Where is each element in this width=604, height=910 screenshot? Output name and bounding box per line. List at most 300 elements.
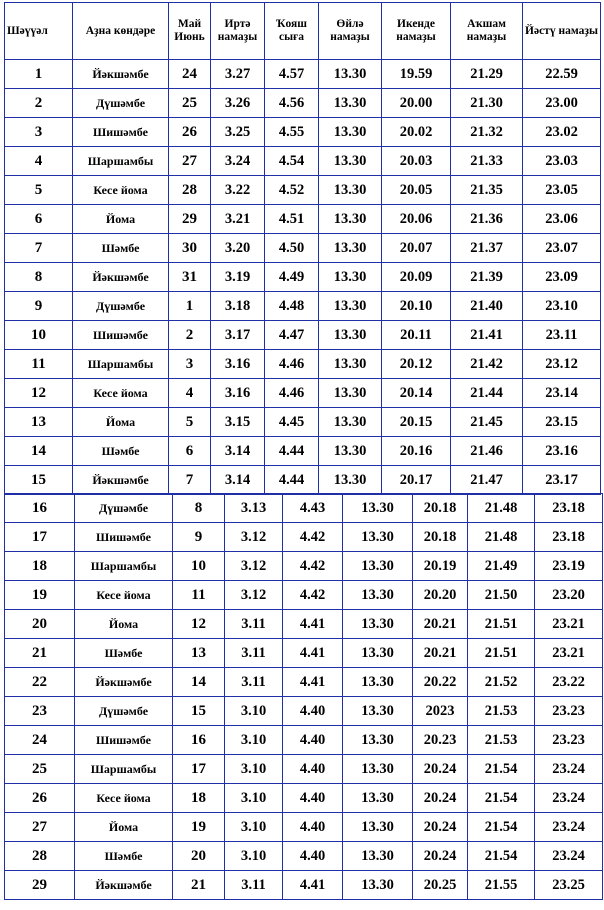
calendar-date-cell: 4 — [169, 379, 211, 408]
ikende-time-cell: 20.21 — [413, 610, 468, 639]
header-day: Аҙна көндәре — [73, 3, 169, 60]
header-num: Шәүүәл — [5, 3, 73, 60]
weekday-cell: Кесе йома — [75, 581, 173, 610]
irte-time-cell: 3.11 — [225, 639, 283, 668]
oyle-time-cell: 13.30 — [343, 813, 413, 842]
ikende-time-cell: 2023 — [413, 697, 468, 726]
irte-time-cell: 3.24 — [211, 147, 265, 176]
day-number-cell: 26 — [5, 784, 75, 813]
day-number-cell: 28 — [5, 842, 75, 871]
koyash-time-cell: 4.56 — [265, 89, 319, 118]
calendar-date-cell: 19 — [173, 813, 225, 842]
table-row — [5, 437, 601, 466]
day-number-cell: 9 — [5, 292, 73, 321]
day-number-cell: 3 — [5, 118, 73, 147]
calendar-date-cell: 11 — [173, 581, 225, 610]
irte-time-cell: 3.14 — [211, 466, 265, 495]
aksham-time-cell: 21.54 — [468, 755, 535, 784]
yastu-time-cell: 23.03 — [523, 147, 601, 176]
weekday-cell: Йома — [75, 813, 173, 842]
yastu-time-cell: 23.14 — [523, 379, 601, 408]
oyle-time-cell: 13.30 — [319, 263, 382, 292]
aksham-time-cell: 21.46 — [451, 437, 523, 466]
calendar-date-cell: 21 — [173, 871, 225, 900]
aksham-time-cell: 21.32 — [451, 118, 523, 147]
ikende-time-cell: 20.11 — [382, 321, 451, 350]
weekday-cell: Йома — [73, 408, 169, 437]
koyash-time-cell: 4.40 — [283, 842, 343, 871]
table-row — [5, 523, 603, 552]
koyash-time-cell: 4.46 — [265, 379, 319, 408]
header-koyash: Ҡояш сыға — [265, 3, 319, 60]
irte-time-cell: 3.10 — [225, 813, 283, 842]
day-number-cell: 6 — [5, 205, 73, 234]
prayer-table-bottom — [4, 493, 603, 900]
table-row — [5, 205, 601, 234]
irte-time-cell: 3.16 — [211, 350, 265, 379]
day-number-cell: 13 — [5, 408, 73, 437]
day-number-cell: 1 — [5, 60, 73, 89]
irte-time-cell: 3.11 — [225, 668, 283, 697]
oyle-time-cell: 13.30 — [319, 205, 382, 234]
table-row — [5, 842, 603, 871]
koyash-time-cell: 4.47 — [265, 321, 319, 350]
calendar-date-cell: 3 — [169, 350, 211, 379]
ikende-time-cell: 20.07 — [382, 234, 451, 263]
koyash-time-cell: 4.40 — [283, 813, 343, 842]
table-row — [5, 871, 603, 900]
oyle-time-cell: 13.30 — [343, 726, 413, 755]
irte-time-cell: 3.27 — [211, 60, 265, 89]
oyle-time-cell: 13.30 — [319, 89, 382, 118]
irte-time-cell: 3.19 — [211, 263, 265, 292]
yastu-time-cell: 23.18 — [535, 523, 603, 552]
table-row — [5, 639, 603, 668]
koyash-time-cell: 4.40 — [283, 697, 343, 726]
aksham-time-cell: 21.48 — [468, 523, 535, 552]
weekday-cell: Йәкшәмбе — [73, 60, 169, 89]
calendar-date-cell: 9 — [173, 523, 225, 552]
weekday-cell: Шәмбе — [73, 234, 169, 263]
weekday-cell: Йома — [73, 205, 169, 234]
day-number-cell: 24 — [5, 726, 75, 755]
aksham-time-cell: 21.37 — [451, 234, 523, 263]
yastu-time-cell: 23.06 — [523, 205, 601, 234]
table-row — [5, 813, 603, 842]
calendar-date-cell: 28 — [169, 176, 211, 205]
weekday-cell: Шаршамбы — [75, 755, 173, 784]
irte-time-cell: 3.10 — [225, 784, 283, 813]
ikende-time-cell: 20.05 — [382, 176, 451, 205]
yastu-time-cell: 23.15 — [523, 408, 601, 437]
calendar-date-cell: 12 — [173, 610, 225, 639]
aksham-time-cell: 21.54 — [468, 842, 535, 871]
ikende-time-cell: 20.00 — [382, 89, 451, 118]
header-irte: Иртә намаҙы — [211, 3, 265, 60]
day-number-cell: 5 — [5, 176, 73, 205]
aksham-time-cell: 21.51 — [468, 639, 535, 668]
aksham-time-cell: 21.50 — [468, 581, 535, 610]
ikende-time-cell: 20.02 — [382, 118, 451, 147]
koyash-time-cell: 4.45 — [265, 408, 319, 437]
koyash-time-cell: 4.41 — [283, 871, 343, 900]
day-number-cell: 16 — [5, 494, 75, 523]
aksham-time-cell: 21.55 — [468, 871, 535, 900]
table-row — [5, 466, 601, 495]
table-row — [5, 784, 603, 813]
yastu-time-cell: 23.24 — [535, 842, 603, 871]
aksham-time-cell: 21.47 — [451, 466, 523, 495]
koyash-time-cell: 4.40 — [283, 726, 343, 755]
table-row — [5, 118, 601, 147]
day-number-cell: 14 — [5, 437, 73, 466]
ikende-time-cell: 20.03 — [382, 147, 451, 176]
koyash-time-cell: 4.43 — [283, 494, 343, 523]
irte-time-cell: 3.18 — [211, 292, 265, 321]
table-row — [5, 552, 603, 581]
table-row — [5, 350, 601, 379]
table-row — [5, 494, 603, 523]
day-number-cell: 29 — [5, 871, 75, 900]
calendar-date-cell: 5 — [169, 408, 211, 437]
aksham-time-cell: 21.30 — [451, 89, 523, 118]
irte-time-cell: 3.13 — [225, 494, 283, 523]
calendar-date-cell: 1 — [169, 292, 211, 321]
yastu-time-cell: 23.24 — [535, 784, 603, 813]
oyle-time-cell: 13.30 — [319, 437, 382, 466]
koyash-time-cell: 4.51 — [265, 205, 319, 234]
yastu-time-cell: 23.05 — [523, 176, 601, 205]
yastu-time-cell: 23.11 — [523, 321, 601, 350]
oyle-time-cell: 13.30 — [343, 494, 413, 523]
aksham-time-cell: 21.52 — [468, 668, 535, 697]
aksham-time-cell: 21.54 — [468, 813, 535, 842]
yastu-time-cell: 23.00 — [523, 89, 601, 118]
header-row — [5, 3, 601, 60]
irte-time-cell: 3.11 — [225, 610, 283, 639]
weekday-cell: Дүшәмбе — [73, 292, 169, 321]
oyle-time-cell: 13.30 — [319, 60, 382, 89]
calendar-date-cell: 13 — [173, 639, 225, 668]
weekday-cell: Шәмбе — [75, 842, 173, 871]
ikende-time-cell: 20.20 — [413, 581, 468, 610]
oyle-time-cell: 13.30 — [343, 755, 413, 784]
table-row — [5, 292, 601, 321]
irte-time-cell: 3.21 — [211, 205, 265, 234]
calendar-date-cell: 15 — [173, 697, 225, 726]
day-number-cell: 11 — [5, 350, 73, 379]
day-number-cell: 4 — [5, 147, 73, 176]
yastu-time-cell: 23.21 — [535, 610, 603, 639]
yastu-time-cell: 23.24 — [535, 755, 603, 784]
irte-time-cell: 3.22 — [211, 176, 265, 205]
calendar-date-cell: 14 — [173, 668, 225, 697]
irte-time-cell: 3.12 — [225, 552, 283, 581]
table-row — [5, 263, 601, 292]
weekday-cell: Шаршамбы — [73, 350, 169, 379]
oyle-time-cell: 13.30 — [319, 292, 382, 321]
calendar-date-cell: 18 — [173, 784, 225, 813]
oyle-time-cell: 13.30 — [343, 871, 413, 900]
ikende-time-cell: 20.24 — [413, 755, 468, 784]
table-row — [5, 147, 601, 176]
irte-time-cell: 3.26 — [211, 89, 265, 118]
irte-time-cell: 3.10 — [225, 697, 283, 726]
table-row — [5, 234, 601, 263]
oyle-time-cell: 13.30 — [319, 147, 382, 176]
ikende-time-cell: 20.14 — [382, 379, 451, 408]
koyash-time-cell: 4.41 — [283, 668, 343, 697]
aksham-time-cell: 21.41 — [451, 321, 523, 350]
ikende-time-cell: 20.18 — [413, 523, 468, 552]
aksham-time-cell: 21.39 — [451, 263, 523, 292]
oyle-time-cell: 13.30 — [343, 697, 413, 726]
koyash-time-cell: 4.48 — [265, 292, 319, 321]
aksham-time-cell: 21.54 — [468, 784, 535, 813]
yastu-time-cell: 23.09 — [523, 263, 601, 292]
oyle-time-cell: 13.30 — [343, 784, 413, 813]
header-yastu: Йәстү намаҙы — [523, 3, 601, 60]
koyash-time-cell: 4.42 — [283, 581, 343, 610]
ikende-time-cell: 20.24 — [413, 784, 468, 813]
koyash-time-cell: 4.44 — [265, 466, 319, 495]
day-number-cell: 2 — [5, 89, 73, 118]
aksham-time-cell: 21.48 — [468, 494, 535, 523]
day-number-cell: 18 — [5, 552, 75, 581]
day-number-cell: 15 — [5, 466, 73, 495]
aksham-time-cell: 21.40 — [451, 292, 523, 321]
ikende-time-cell: 20.17 — [382, 466, 451, 495]
yastu-time-cell: 23.16 — [523, 437, 601, 466]
yastu-time-cell: 23.02 — [523, 118, 601, 147]
oyle-time-cell: 13.30 — [343, 639, 413, 668]
irte-time-cell: 3.17 — [211, 321, 265, 350]
ikende-time-cell: 20.09 — [382, 263, 451, 292]
day-number-cell: 27 — [5, 813, 75, 842]
day-number-cell: 22 — [5, 668, 75, 697]
calendar-date-cell: 6 — [169, 437, 211, 466]
day-number-cell: 19 — [5, 581, 75, 610]
ikende-time-cell: 20.23 — [413, 726, 468, 755]
header-oyle: Өйлә намаҙы — [319, 3, 382, 60]
weekday-cell: Йәкшәмбе — [73, 263, 169, 292]
table-row — [5, 755, 603, 784]
ikende-time-cell: 20.22 — [413, 668, 468, 697]
irte-time-cell: 3.25 — [211, 118, 265, 147]
ikende-time-cell: 20.21 — [413, 639, 468, 668]
ikende-time-cell: 20.19 — [413, 552, 468, 581]
ikende-time-cell: 20.24 — [413, 813, 468, 842]
yastu-time-cell: 23.24 — [535, 813, 603, 842]
irte-time-cell: 3.12 — [225, 581, 283, 610]
irte-time-cell: 3.14 — [211, 437, 265, 466]
weekday-cell: Йома — [75, 610, 173, 639]
ikende-time-cell: 20.12 — [382, 350, 451, 379]
header-date: Май Июнь — [169, 3, 211, 60]
day-number-cell: 8 — [5, 263, 73, 292]
table-row — [5, 668, 603, 697]
table-row — [5, 89, 601, 118]
weekday-cell: Шишәмбе — [73, 118, 169, 147]
calendar-date-cell: 8 — [173, 494, 225, 523]
day-number-cell: 10 — [5, 321, 73, 350]
koyash-time-cell: 4.57 — [265, 60, 319, 89]
aksham-time-cell: 21.44 — [451, 379, 523, 408]
koyash-time-cell: 4.41 — [283, 639, 343, 668]
header-aksham: Аҡшам намаҙы — [451, 3, 523, 60]
aksham-time-cell: 21.45 — [451, 408, 523, 437]
prayer-table-top — [4, 2, 601, 495]
koyash-time-cell: 4.54 — [265, 147, 319, 176]
yastu-time-cell: 23.17 — [523, 466, 601, 495]
weekday-cell: Дүшәмбе — [73, 89, 169, 118]
oyle-time-cell: 13.30 — [319, 466, 382, 495]
yastu-time-cell: 23.07 — [523, 234, 601, 263]
aksham-time-cell: 21.35 — [451, 176, 523, 205]
oyle-time-cell: 13.30 — [343, 610, 413, 639]
calendar-date-cell: 30 — [169, 234, 211, 263]
ikende-time-cell: 19.59 — [382, 60, 451, 89]
ikende-time-cell: 20.25 — [413, 871, 468, 900]
oyle-time-cell: 13.30 — [319, 176, 382, 205]
oyle-time-cell: 13.30 — [343, 552, 413, 581]
table-row — [5, 60, 601, 89]
weekday-cell: Кесе йома — [75, 784, 173, 813]
table-row — [5, 610, 603, 639]
weekday-cell: Шаршамбы — [75, 552, 173, 581]
aksham-time-cell: 21.42 — [451, 350, 523, 379]
calendar-date-cell: 24 — [169, 60, 211, 89]
yastu-time-cell: 23.18 — [535, 494, 603, 523]
irte-time-cell: 3.10 — [225, 755, 283, 784]
calendar-date-cell: 27 — [169, 147, 211, 176]
day-number-cell: 12 — [5, 379, 73, 408]
aksham-time-cell: 21.51 — [468, 610, 535, 639]
weekday-cell: Шәмбе — [75, 639, 173, 668]
yastu-time-cell: 23.23 — [535, 697, 603, 726]
calendar-date-cell: 25 — [169, 89, 211, 118]
weekday-cell: Кесе йома — [73, 176, 169, 205]
koyash-time-cell: 4.42 — [283, 523, 343, 552]
weekday-cell: Дүшәмбе — [75, 697, 173, 726]
day-number-cell: 23 — [5, 697, 75, 726]
irte-time-cell: 3.20 — [211, 234, 265, 263]
ikende-time-cell: 20.15 — [382, 408, 451, 437]
day-number-cell: 7 — [5, 234, 73, 263]
weekday-cell: Шаршамбы — [73, 147, 169, 176]
weekday-cell: Йәкшәмбе — [75, 668, 173, 697]
day-number-cell: 17 — [5, 523, 75, 552]
ikende-time-cell: 20.16 — [382, 437, 451, 466]
koyash-time-cell: 4.40 — [283, 755, 343, 784]
table-row — [5, 321, 601, 350]
calendar-date-cell: 10 — [173, 552, 225, 581]
ikende-time-cell: 20.10 — [382, 292, 451, 321]
oyle-time-cell: 13.30 — [343, 842, 413, 871]
calendar-date-cell: 7 — [169, 466, 211, 495]
weekday-cell: Шәмбе — [73, 437, 169, 466]
oyle-time-cell: 13.30 — [319, 118, 382, 147]
oyle-time-cell: 13.30 — [343, 668, 413, 697]
table-row — [5, 176, 601, 205]
ikende-time-cell: 20.24 — [413, 842, 468, 871]
aksham-time-cell: 21.33 — [451, 147, 523, 176]
weekday-cell: Кесе йома — [73, 379, 169, 408]
yastu-time-cell: 23.20 — [535, 581, 603, 610]
koyash-time-cell: 4.42 — [283, 552, 343, 581]
weekday-cell: Дүшәмбе — [75, 494, 173, 523]
yastu-time-cell: 23.19 — [535, 552, 603, 581]
koyash-time-cell: 4.49 — [265, 263, 319, 292]
day-number-cell: 25 — [5, 755, 75, 784]
day-number-cell: 20 — [5, 610, 75, 639]
calendar-date-cell: 20 — [173, 842, 225, 871]
aksham-time-cell: 21.49 — [468, 552, 535, 581]
yastu-time-cell: 23.21 — [535, 639, 603, 668]
irte-time-cell: 3.15 — [211, 408, 265, 437]
calendar-date-cell: 31 — [169, 263, 211, 292]
koyash-time-cell: 4.44 — [265, 437, 319, 466]
oyle-time-cell: 13.30 — [319, 379, 382, 408]
irte-time-cell: 3.12 — [225, 523, 283, 552]
koyash-time-cell: 4.55 — [265, 118, 319, 147]
koyash-time-cell: 4.50 — [265, 234, 319, 263]
aksham-time-cell: 21.29 — [451, 60, 523, 89]
calendar-date-cell: 29 — [169, 205, 211, 234]
aksham-time-cell: 21.53 — [468, 697, 535, 726]
calendar-date-cell: 2 — [169, 321, 211, 350]
table-row — [5, 408, 601, 437]
yastu-time-cell: 22.59 — [523, 60, 601, 89]
oyle-time-cell: 13.30 — [343, 523, 413, 552]
koyash-time-cell: 4.40 — [283, 784, 343, 813]
table-row — [5, 697, 603, 726]
weekday-cell: Шишәмбе — [75, 726, 173, 755]
table-row — [5, 379, 601, 408]
oyle-time-cell: 13.30 — [319, 408, 382, 437]
koyash-time-cell: 4.52 — [265, 176, 319, 205]
calendar-date-cell: 17 — [173, 755, 225, 784]
yastu-time-cell: 23.10 — [523, 292, 601, 321]
weekday-cell: Шишәмбе — [73, 321, 169, 350]
aksham-time-cell: 21.36 — [451, 205, 523, 234]
yastu-time-cell: 23.25 — [535, 871, 603, 900]
yastu-time-cell: 23.23 — [535, 726, 603, 755]
ikende-time-cell: 20.06 — [382, 205, 451, 234]
irte-time-cell: 3.10 — [225, 726, 283, 755]
yastu-time-cell: 23.12 — [523, 350, 601, 379]
oyle-time-cell: 13.30 — [319, 321, 382, 350]
weekday-cell: Йәкшәмбе — [73, 466, 169, 495]
oyle-time-cell: 13.30 — [319, 234, 382, 263]
koyash-time-cell: 4.46 — [265, 350, 319, 379]
calendar-date-cell: 16 — [173, 726, 225, 755]
table-row — [5, 581, 603, 610]
weekday-cell: Йәкшәмбе — [75, 871, 173, 900]
yastu-time-cell: 23.22 — [535, 668, 603, 697]
header-ikende: Икенде намаҙы — [382, 3, 451, 60]
table-row — [5, 726, 603, 755]
irte-time-cell: 3.11 — [225, 871, 283, 900]
day-number-cell: 21 — [5, 639, 75, 668]
aksham-time-cell: 21.53 — [468, 726, 535, 755]
koyash-time-cell: 4.41 — [283, 610, 343, 639]
irte-time-cell: 3.10 — [225, 842, 283, 871]
oyle-time-cell: 13.30 — [319, 350, 382, 379]
calendar-date-cell: 26 — [169, 118, 211, 147]
weekday-cell: Шишәмбе — [75, 523, 173, 552]
ikende-time-cell: 20.18 — [413, 494, 468, 523]
